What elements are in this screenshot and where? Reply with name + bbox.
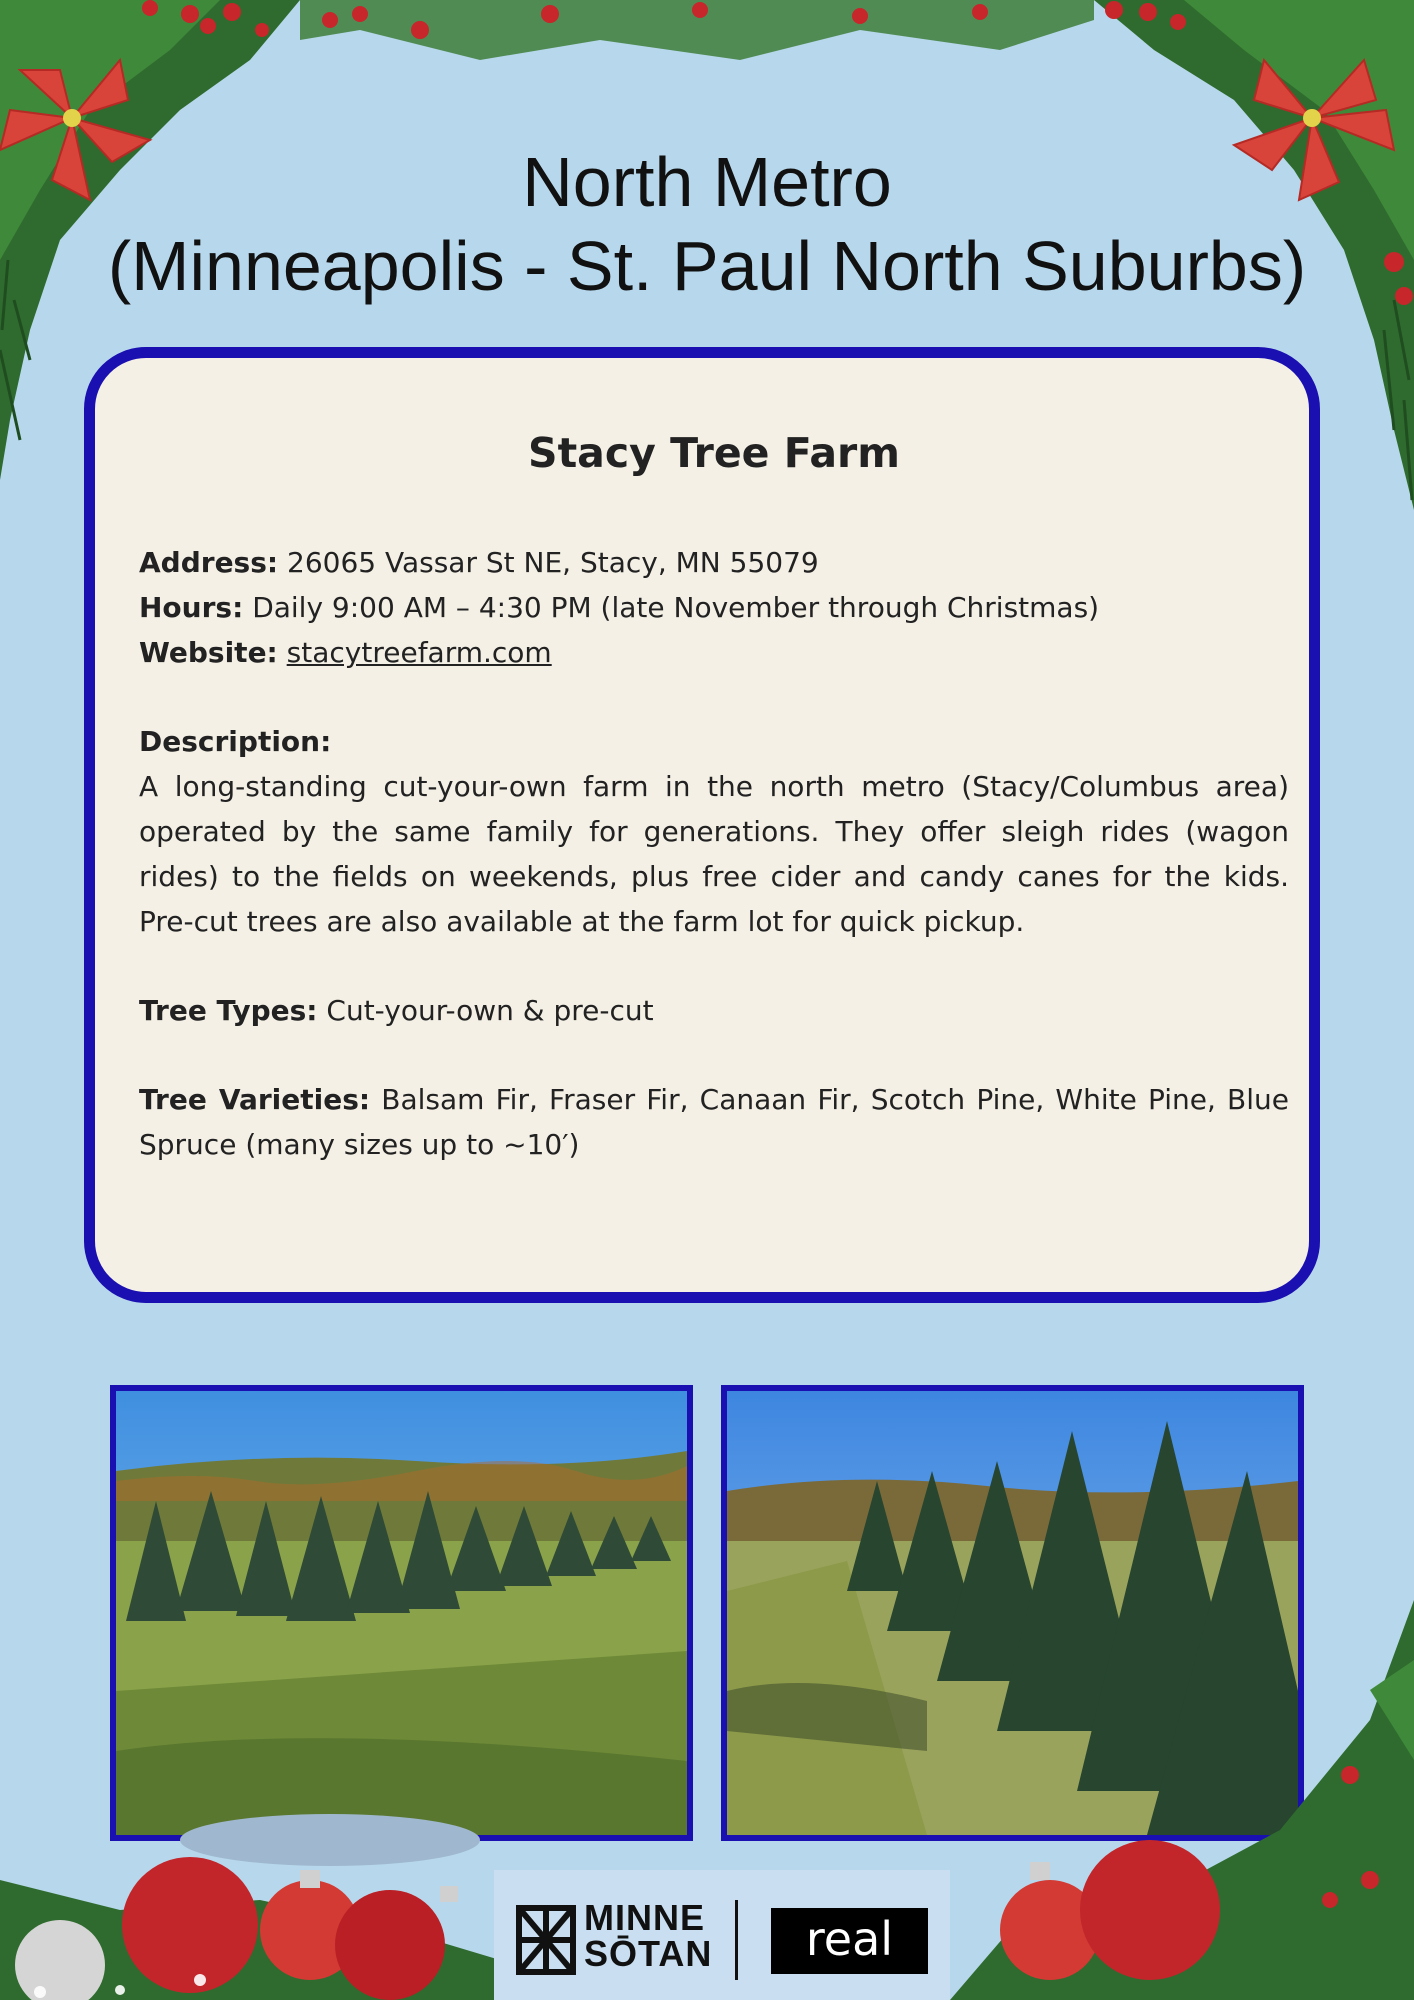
hours-label: Hours: bbox=[139, 591, 244, 624]
tree-varieties-value: Balsam Fir, Fraser Fir, Canaan Fir, Scotch Pine, White Pine, Blue Spruce (many sizes up to ~10′) bbox=[139, 1083, 1290, 1161]
page-title bbox=[0, 140, 1414, 308]
hours-value: Daily 9:00 AM – 4:30 PM (late November through Christmas) bbox=[252, 591, 1100, 624]
page-title-line-2: (Minneapolis - St. Paul North Suburbs) bbox=[107, 227, 1307, 305]
tree-types-value: Cut-your-own & pre-cut bbox=[326, 994, 654, 1027]
address-row bbox=[139, 540, 1289, 585]
website-label: Website: bbox=[139, 636, 278, 669]
holiday-ornaments-bottom-right bbox=[950, 1600, 1414, 2000]
brand-line-1: MINNE bbox=[584, 1897, 705, 1938]
address-label: Address: bbox=[139, 546, 279, 579]
real-brokerage-logo: real bbox=[771, 1908, 928, 1974]
footer-logos bbox=[494, 1870, 950, 2000]
farm-info-card bbox=[84, 347, 1320, 1303]
tree-varieties-label: Tree Varieties: bbox=[139, 1083, 371, 1116]
address-value: 26065 Vassar St NE, Stacy, MN 55079 bbox=[287, 546, 819, 579]
minnesotan-logo-text bbox=[584, 1897, 713, 1974]
page-title-line-1: North Metro bbox=[522, 143, 892, 221]
brand-line-2: SŌTAN bbox=[584, 1933, 713, 1974]
holiday-garland-top-center bbox=[300, 0, 1094, 70]
holiday-ornaments-bottom-left bbox=[0, 1760, 500, 2000]
description-label: Description: bbox=[139, 725, 332, 758]
minnesotan-logo-icon bbox=[516, 1900, 576, 1980]
description-text: A long-standing cut-your-own farm in the north metro (Stacy/Columbus area) operated by the same family for generations. They offer sleigh rides (wagon rides) to the fields on weekends, plus free cider and candy canes for the kids. Pre-cut trees are also available at the farm lot for quick pickup. bbox=[139, 770, 1289, 938]
farm-name: Stacy Tree Farm bbox=[528, 429, 900, 477]
tree-varieties-row bbox=[139, 1077, 1289, 1167]
hours-row bbox=[139, 585, 1289, 630]
website-row bbox=[139, 630, 1289, 675]
tree-types-row bbox=[139, 988, 1289, 1033]
tree-types-label: Tree Types: bbox=[139, 994, 318, 1027]
logo-divider bbox=[735, 1900, 738, 1980]
website-link[interactable]: stacytreefarm.com bbox=[286, 636, 552, 669]
